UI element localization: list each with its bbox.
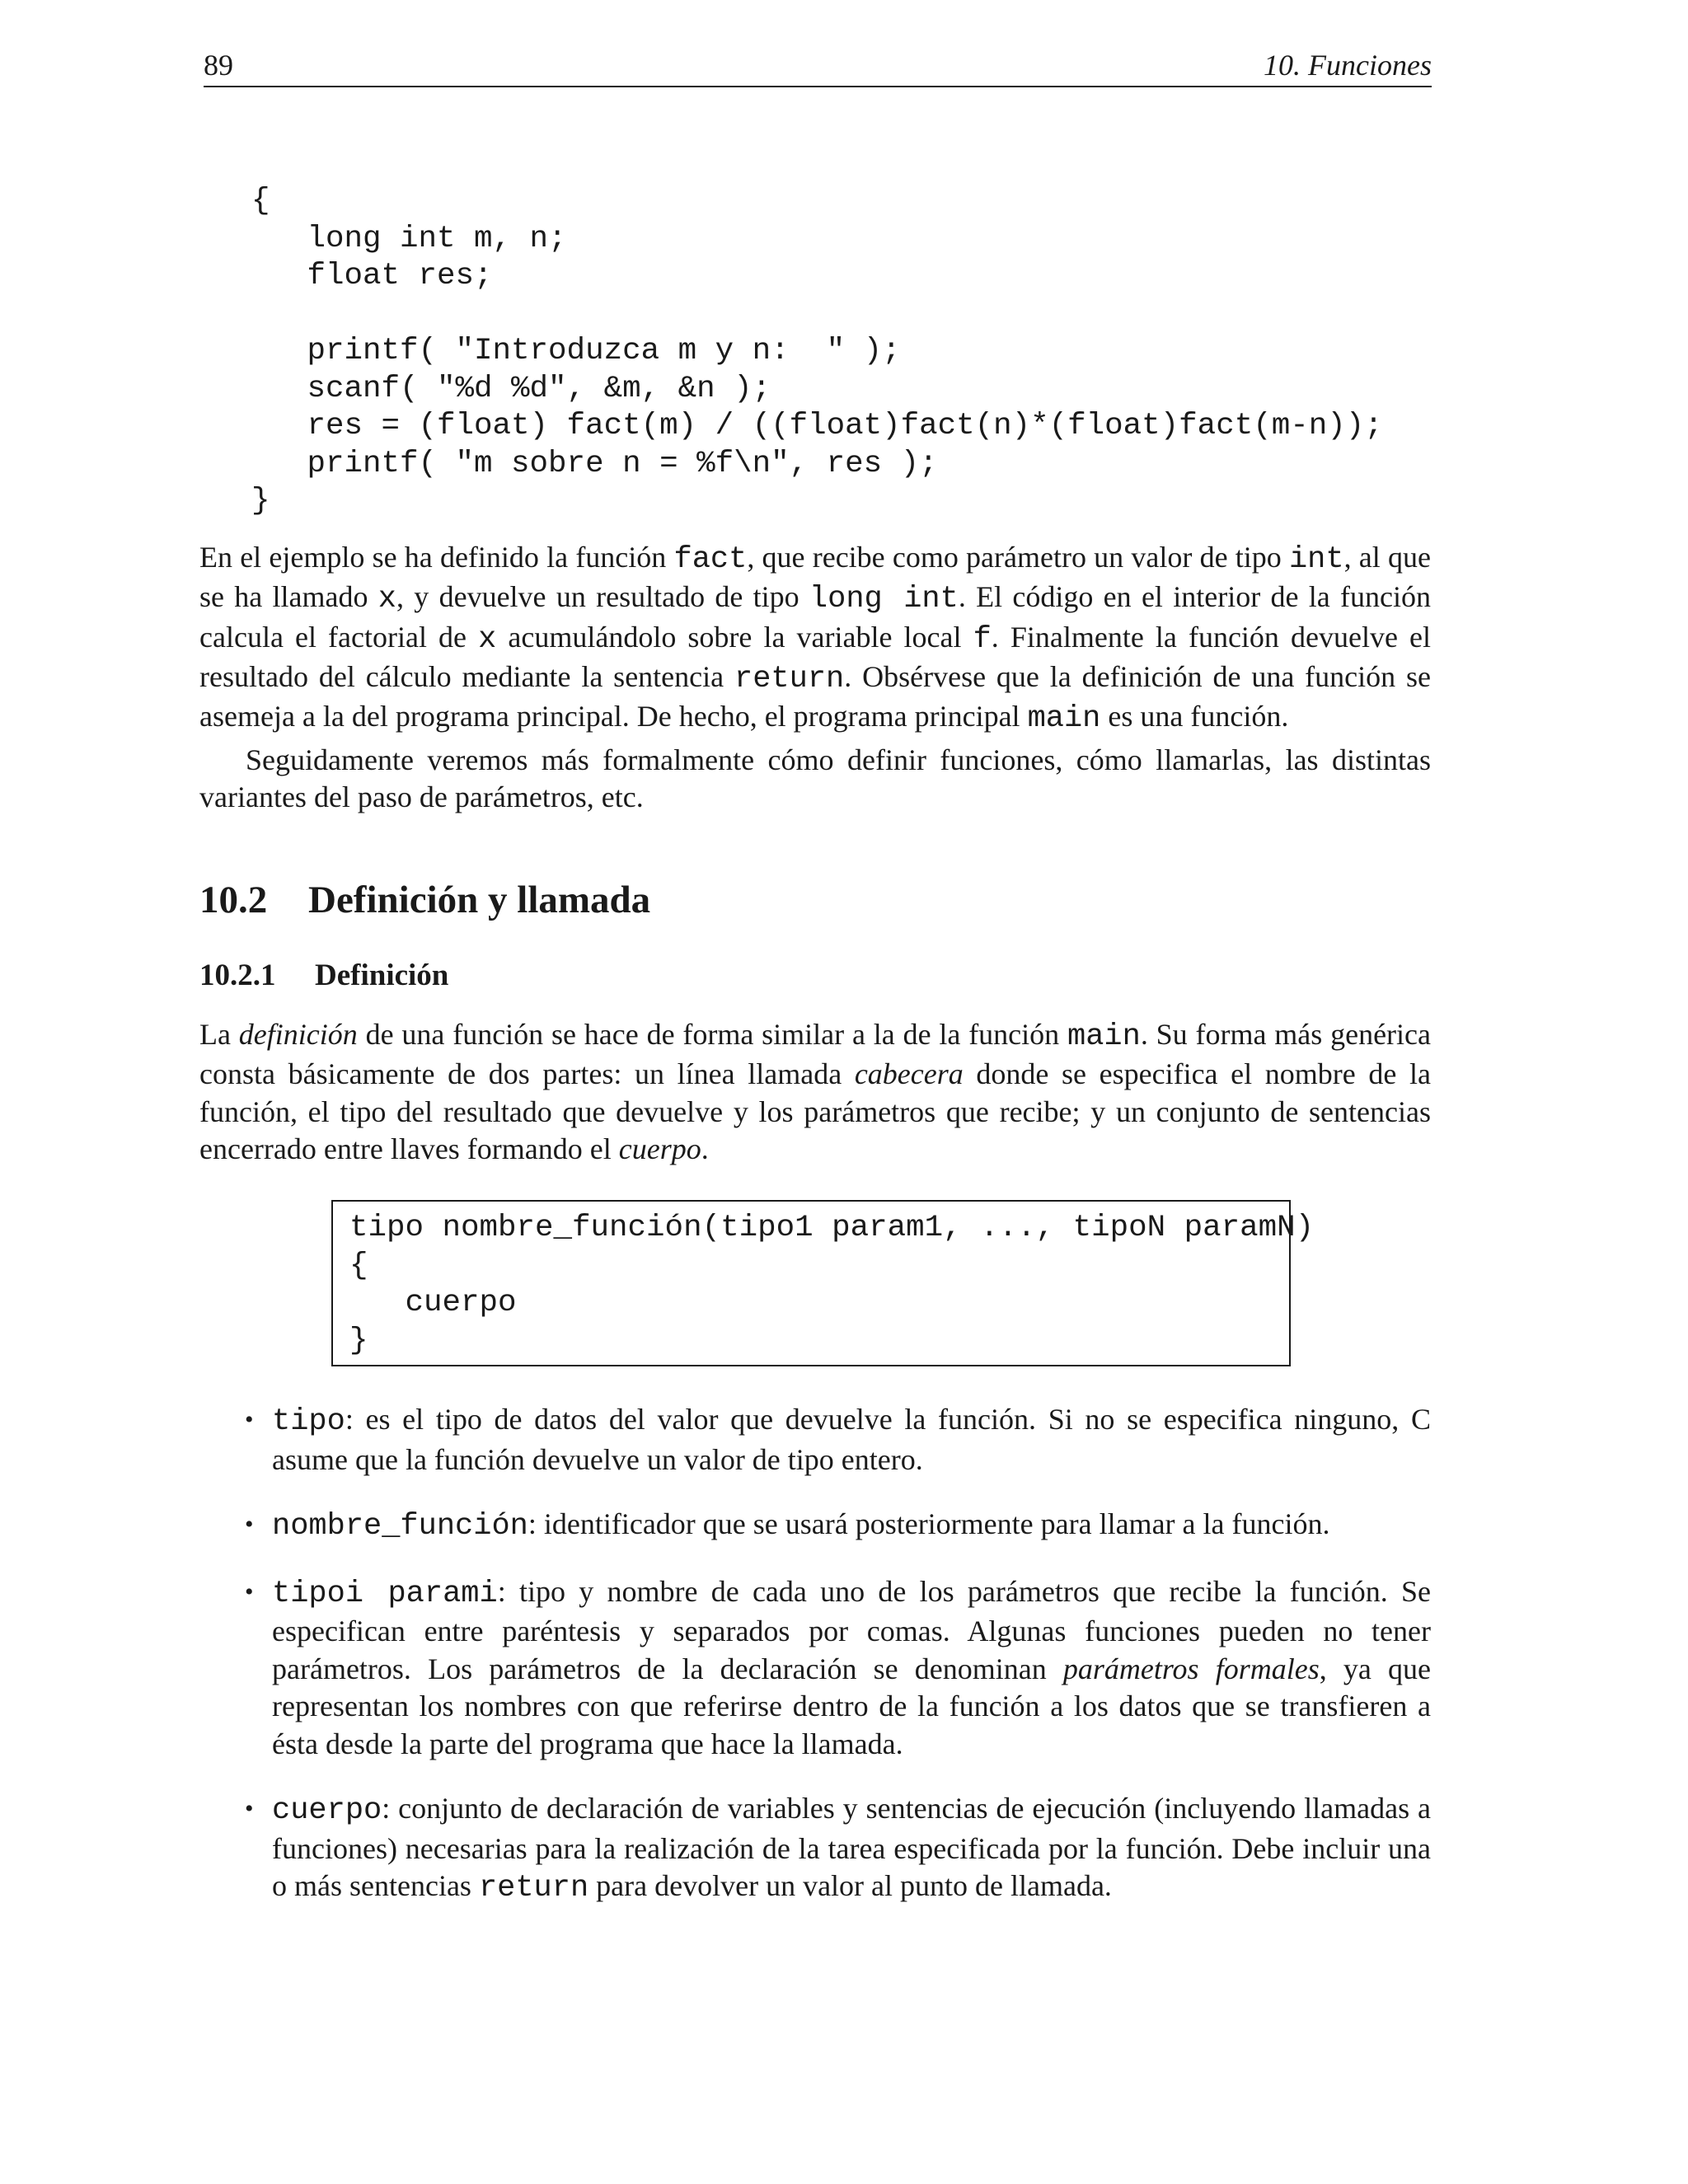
subsection-heading bbox=[199, 958, 448, 993]
paragraph-definition bbox=[199, 1016, 1431, 1168]
code-line: res = (float) fact(m) / ((float)fact(n)*(float)fact(m-n)); bbox=[251, 409, 1383, 443]
code-int: int bbox=[1288, 542, 1344, 577]
syntax-line: cuerpo bbox=[349, 1286, 517, 1320]
text: , al que se ha llamado bbox=[199, 541, 1431, 614]
code-nombre-funcion: nombre_función bbox=[272, 1509, 528, 1544]
list-item-nombre-funcion bbox=[199, 1506, 1431, 1546]
code-line: { bbox=[251, 184, 270, 218]
code-f: f bbox=[973, 621, 992, 657]
text: . Obsérvese que la definición de una función se asemeja a la del programa principal. De hecho, el programa principal bbox=[199, 659, 1432, 733]
syntax-line: tipo nombre_función(tipo1 param1, ..., tipoN paramN) bbox=[349, 1211, 1315, 1245]
code-x: x bbox=[377, 582, 397, 617]
text: La bbox=[199, 1018, 239, 1051]
emphasis-cuerpo: cuerpo bbox=[618, 1132, 701, 1165]
code-line: } bbox=[251, 484, 270, 518]
text: : tipo y nombre de cada uno de los parámetros que recibe la función. Se especifican entre paréntesis y separados por comas. Algunas funciones pueden no tener parámetros. Los parámetros de la declaración se denominan bbox=[272, 1574, 1431, 1685]
code-example bbox=[251, 183, 1383, 521]
text: para devolver un valor al punto de llamada. bbox=[588, 1869, 1112, 1902]
text: es una función. bbox=[1100, 700, 1289, 733]
text: , que recibe como parámetro un valor de tipo bbox=[747, 541, 1289, 574]
text: : identificador que se usará posteriormente para llamar a la función. bbox=[528, 1507, 1330, 1540]
subsection-number: 10.2.1 bbox=[199, 958, 276, 992]
paragraph-intro-next: Seguidamente veremos más formalmente cómo definir funciones, cómo llamarlas, las distintas variantes del paso de parámetros, etc. bbox=[199, 743, 1431, 814]
list-item-tipo bbox=[199, 1401, 1431, 1479]
syntax-box bbox=[331, 1200, 1315, 1366]
text: : es el tipo de datos del valor que devuelve la función. Si no se especifica ninguno, C asume que la función devuelve un valor de tipo entero. bbox=[272, 1403, 1431, 1476]
code-line-blank bbox=[251, 296, 1383, 334]
code-main: main bbox=[1067, 1019, 1141, 1054]
page-number: 89 bbox=[204, 49, 233, 82]
definition-parts-list bbox=[199, 1401, 1431, 1935]
section-number: 10.2 bbox=[199, 879, 268, 921]
chapter-title: 10. Funciones bbox=[1264, 49, 1432, 82]
code-tipoi-parami: tipoi parami bbox=[272, 1576, 498, 1611]
text: donde se especifica el nombre de la función, el tipo del resultado que devuelve y los parámetros que recibe; y un conjunto de sentencias encerrado entre llaves formando el bbox=[199, 1057, 1431, 1165]
code-line: long int m, n; bbox=[251, 221, 567, 256]
code-line: printf( "m sobre n = %f\n", res ); bbox=[251, 446, 938, 481]
code-line: scanf( "%d %d", &m, &n ); bbox=[251, 371, 771, 406]
code-line: printf( "Introduzca m y n: " ); bbox=[251, 334, 901, 368]
text: . bbox=[701, 1132, 709, 1165]
text: . El código en el interior de la función calcula el factorial de bbox=[199, 580, 1431, 654]
section-title: Definición y llamada bbox=[308, 879, 651, 921]
text: de una función se hace de forma similar a la de la función bbox=[357, 1018, 1067, 1051]
syntax-line: { bbox=[349, 1248, 368, 1283]
text: En el ejemplo se ha definido la función bbox=[199, 541, 674, 574]
emphasis-definicion: definición bbox=[238, 1018, 358, 1051]
code-return: return bbox=[478, 1871, 589, 1905]
code-return: return bbox=[734, 661, 845, 696]
syntax-line: } bbox=[349, 1323, 368, 1358]
text: : conjunto de declaración de variables y sentencias de ejecución (incluyendo llamadas a funciones) necesarias para la realización de la tarea especificada por la función. Debe incluir una o más sentencias bbox=[272, 1792, 1431, 1902]
emphasis-cabecera: cabecera bbox=[854, 1057, 964, 1091]
syntax-code bbox=[349, 1210, 1314, 1360]
emphasis-parametros-formales: parámetros formales bbox=[1062, 1652, 1320, 1685]
bullet-icon: • bbox=[245, 1511, 254, 1538]
code-long-int: long int bbox=[809, 582, 959, 617]
text: acumulándolo sobre la variable local bbox=[496, 620, 973, 654]
bullet-icon: • bbox=[245, 1406, 254, 1433]
code-main: main bbox=[1027, 701, 1101, 737]
subsection-title: Definición bbox=[315, 958, 449, 992]
list-item-cuerpo bbox=[199, 1790, 1431, 1908]
code-tipo: tipo bbox=[272, 1404, 345, 1439]
text: . Su forma más genérica consta básicamente de dos partes: un línea llamada bbox=[199, 1018, 1432, 1091]
code-x: x bbox=[478, 621, 497, 657]
section-heading bbox=[199, 878, 650, 922]
text: , y devuelve un resultado de tipo bbox=[396, 580, 809, 614]
code-line: float res; bbox=[251, 259, 493, 293]
bullet-icon: • bbox=[245, 1577, 254, 1605]
running-header bbox=[204, 43, 1432, 87]
list-item-parametros bbox=[199, 1573, 1431, 1764]
paragraph-fact-explanation bbox=[199, 539, 1431, 738]
code-fact: fact bbox=[673, 542, 748, 577]
bullet-icon: • bbox=[245, 1795, 254, 1822]
code-cuerpo: cuerpo bbox=[272, 1793, 382, 1828]
text: . Finalmente la función devuelve el resultado del cálculo mediante la sentencia bbox=[199, 620, 1432, 693]
text: , ya que representan los nombres con que referirse dentro de la función a los datos que se transfieren a ésta desde la parte del programa que hace la llamada. bbox=[272, 1652, 1431, 1760]
